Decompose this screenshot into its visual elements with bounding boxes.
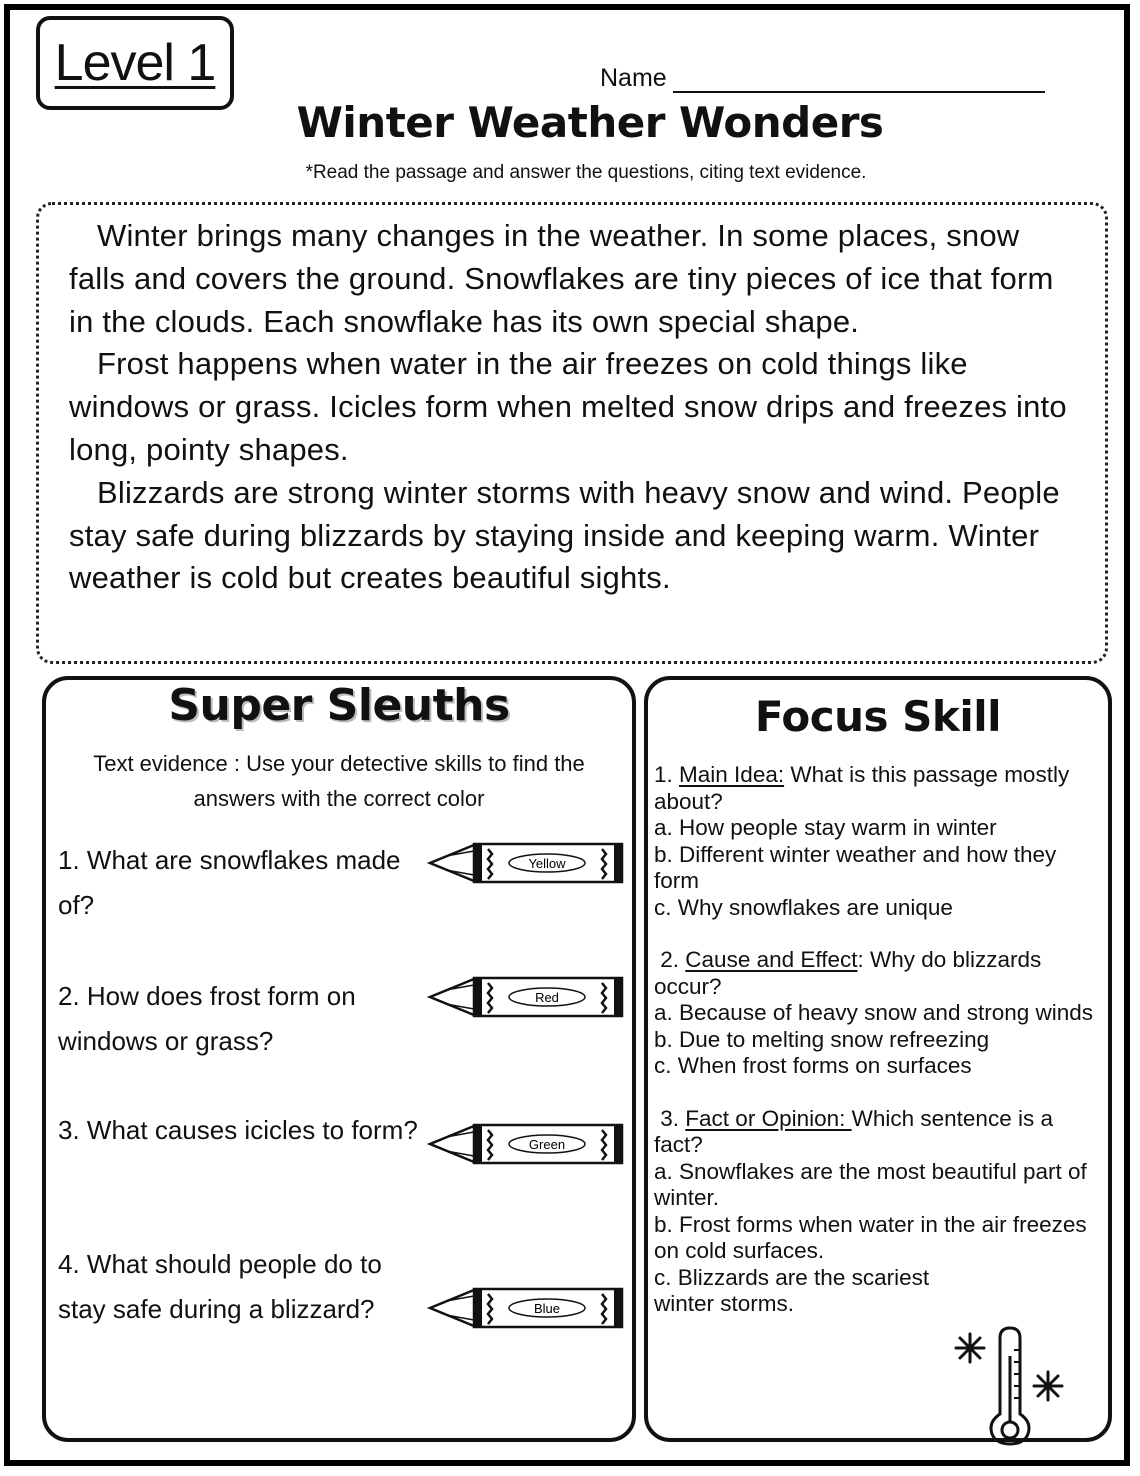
crayon-label: Green bbox=[528, 1137, 566, 1152]
level-badge bbox=[36, 16, 234, 110]
focus-question bbox=[654, 1106, 1100, 1318]
name-label: Name bbox=[600, 64, 667, 92]
answer-option[interactable]: b. Different winter weather and how they form bbox=[654, 841, 1057, 893]
answer-option[interactable]: c. When frost forms on surfaces bbox=[654, 1053, 972, 1078]
sleuth-question: 4. What should people do to stay safe during a blizzard? bbox=[58, 1249, 382, 1324]
sleuth-question: 2. How does frost form on windows or grass? bbox=[58, 981, 356, 1056]
question-number: 3. bbox=[660, 1105, 680, 1131]
question-number: 1. bbox=[654, 762, 673, 787]
crayon-green-icon bbox=[426, 1122, 626, 1166]
snowflake-icon bbox=[956, 1334, 984, 1362]
focus-skill-panel bbox=[644, 676, 1112, 1442]
level-label: Level 1 bbox=[54, 34, 216, 92]
passage-paragraph: Frost happens when water in the air freezes on cold things like windows or grass. Icicles form when melted snow drips and freezes into long, pointy shapes. bbox=[69, 346, 1067, 467]
crayon-label: Blue bbox=[533, 1301, 561, 1316]
reading-passage bbox=[36, 202, 1108, 664]
crayon-label: Red bbox=[535, 990, 559, 1005]
focus-question bbox=[654, 762, 1100, 921]
focus-skill-title: Focus Skill bbox=[754, 692, 1002, 741]
crayon-blue-icon bbox=[426, 1286, 626, 1330]
super-sleuths-title: Super Sleuths bbox=[168, 680, 510, 731]
answer-option[interactable]: b. Due to melting snow refreezing bbox=[654, 1026, 990, 1052]
answer-option[interactable]: a. How people stay warm in winter bbox=[654, 815, 997, 840]
crayon-label: Yellow bbox=[528, 856, 566, 871]
answer-option[interactable]: c. Blizzards are the scariest winter storms. bbox=[654, 1264, 930, 1316]
name-line[interactable] bbox=[673, 65, 1045, 93]
skill-label: Fact or Opinion: bbox=[685, 1105, 852, 1131]
crayon-yellow-icon bbox=[426, 841, 626, 885]
super-sleuths-panel bbox=[42, 676, 636, 1442]
question-text: Which sentence is a fact? bbox=[654, 1105, 1053, 1157]
snowflake-icon bbox=[1034, 1372, 1062, 1400]
question-number: 2. bbox=[660, 947, 680, 972]
sleuth-question: 3. What causes icicles to form? bbox=[58, 1115, 418, 1145]
focus-questions bbox=[654, 762, 1100, 1344]
thermometer-snowflake-icon bbox=[948, 1326, 1068, 1446]
sleuth-question: 1. What are snowflakes made of? bbox=[58, 845, 401, 920]
name-field[interactable] bbox=[600, 64, 1045, 93]
question-text: What is this passage mostly about? bbox=[654, 762, 1070, 814]
focus-question bbox=[654, 947, 1100, 1080]
answer-option[interactable]: a. Snowflakes are the most beautiful part of winter. bbox=[654, 1158, 1087, 1210]
answer-option[interactable]: a. Because of heavy snow and strong winds bbox=[654, 1000, 1094, 1025]
answer-option[interactable]: b. Frost forms when water in the air freezes on cold surfaces. bbox=[654, 1211, 1087, 1263]
instructions: *Read the passage and answer the questions, citing text evidence. bbox=[305, 162, 867, 183]
question-text: : Why do blizzards occur? bbox=[654, 947, 1042, 999]
answer-option[interactable]: c. Why snowflakes are unique bbox=[654, 894, 953, 920]
passage-paragraph: Blizzards are strong winter storms with heavy snow and wind. People stay safe during blizzards by staying inside and keeping warm. Winter weather is cold but creates beautiful sights. bbox=[69, 474, 1060, 596]
skill-label: Main Idea: bbox=[679, 762, 785, 787]
passage-paragraph: Winter brings many changes in the weather. In some places, snow falls and covers the ground. Snowflakes are tiny pieces of ice that form in the clouds. Each snowflake has its own special shape. bbox=[69, 218, 1054, 339]
skill-label: Cause and Effect bbox=[685, 947, 858, 972]
worksheet-title: Winter Weather Wonders bbox=[296, 98, 884, 147]
crayon-red-icon bbox=[426, 975, 626, 1019]
super-sleuths-subtitle: Text evidence : Use your detective skills to find the answers with the correct color bbox=[93, 751, 585, 811]
